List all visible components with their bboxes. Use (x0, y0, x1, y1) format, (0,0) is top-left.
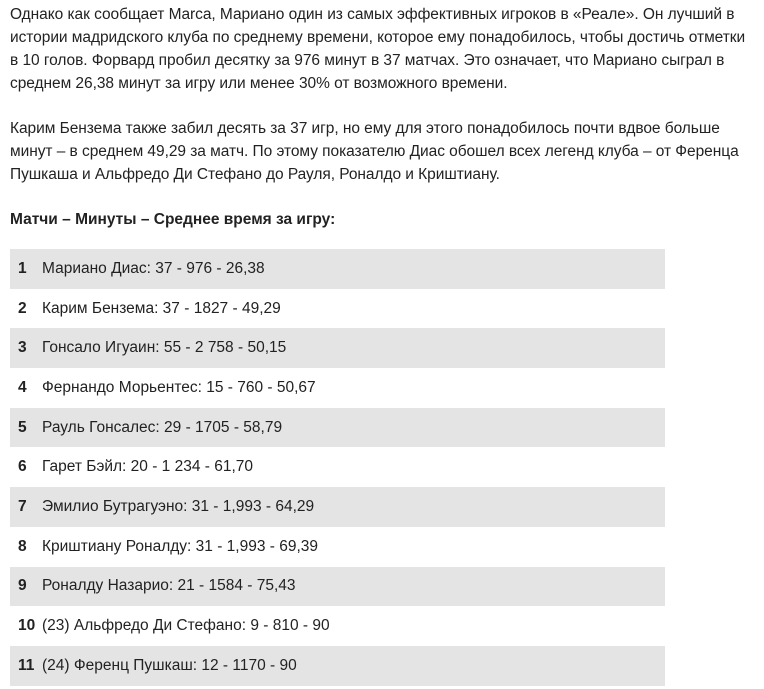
rank-number: 1 (18, 259, 27, 277)
rank-entry: (24) Ференц Пушкаш: 12 - 1170 - 90 (42, 656, 297, 674)
list-item (10, 289, 665, 329)
rank-number: 7 (18, 497, 27, 515)
article-paragraph: Карим Бензема также забил десять за 37 игр, но ему для этого понадобилось почти вдвое больше минут – в среднем 49,29 за матч. По этому показателю Диас обошел всех легенд клуба – от Ференца Пушкаша и Альфредо Ди Стефано до Рауля, Роналдо и Криштиану. (10, 120, 739, 183)
rank-entry: Эмилио Бутрагуэно: 31 - 1,993 - 64,29 (42, 497, 315, 515)
table-heading: Матчи – Минуты – Среднее время за игру: (10, 211, 336, 228)
rank-entry: Роналду Назарио: 21 - 1584 - 75,43 (42, 577, 296, 595)
rank-number: 2 (18, 299, 27, 317)
rank-entry: Гарет Бэйл: 20 - 1 234 - 61,70 (42, 458, 254, 476)
rank-number: 6 (18, 458, 27, 476)
list-item (10, 328, 665, 368)
rank-number: 3 (18, 339, 27, 357)
rank-entry: Мариано Диас: 37 - 976 - 26,38 (42, 259, 265, 277)
ranking-list (10, 249, 665, 686)
rank-entry: Рауль Гонсалес: 29 - 1705 - 58,79 (42, 418, 283, 436)
rank-entry: Карим Бензема: 37 - 1827 - 49,29 (42, 299, 281, 317)
list-item (10, 567, 665, 607)
rank-entry: Гонсало Игуаин: 55 - 2 758 - 50,15 (42, 339, 287, 357)
list-item (10, 487, 665, 527)
list-item (10, 646, 665, 686)
rank-number: 10 (18, 617, 36, 635)
rank-number: 5 (18, 418, 27, 436)
list-item (10, 408, 665, 448)
rank-number: 8 (18, 537, 27, 555)
rank-number: 4 (18, 378, 27, 396)
list-item (10, 527, 665, 567)
rank-entry: (23) Альфредо Ди Стефано: 9 - 810 - 90 (42, 617, 330, 635)
list-item (10, 606, 665, 646)
list-item (10, 447, 665, 487)
rank-number: 9 (18, 577, 27, 595)
rank-entry: Фернандо Морьентес: 15 - 760 - 50,67 (42, 378, 316, 396)
list-item (10, 368, 665, 408)
rank-entry: Криштиану Роналду: 31 - 1,993 - 69,39 (42, 537, 319, 555)
list-item (10, 249, 665, 289)
article-paragraph: Однако как сообщает Marca, Мариано один из самых эффективных игроков в «Реале». Он лучший в истории мадридского клуба по среднему времени, которое ему понадобилось, чтобы достичь отметки в 10 голов. Форвард пробил десятку за 976 минут в 37 матчах. Это означает, что Мариано сыграл в среднем 26,38 минут за игру или менее 30% от возможного времени. (10, 6, 746, 92)
rank-number: 11 (18, 656, 35, 674)
